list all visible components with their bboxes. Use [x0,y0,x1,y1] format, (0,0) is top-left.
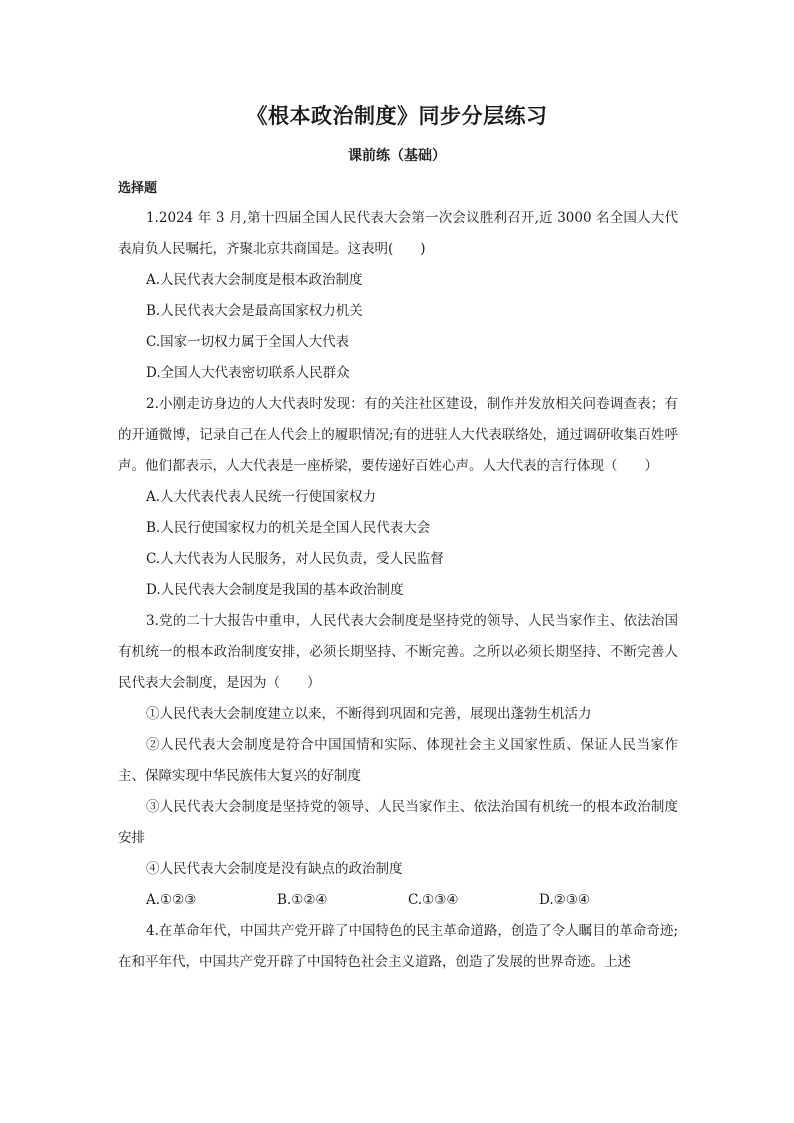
choice-row [118,885,678,916]
option-c: C.国家一切权力属于全国人大代表 [146,334,350,350]
option-d: D.人民代表大会制度是我国的基本政治制度 [146,582,404,598]
choice-b: B.①②④ [277,892,328,908]
question-stem: 3.党的二十大报告中重申，人民代表大会制度是坚持党的领导、人民当家作主、依法治国有机统一的根本政治制度安排，必须长期坚持、不断完善。之所以必须长期坚持、不断完善人民代表大会制度，是因为（ ） [118,613,678,691]
option-b: B.人民行使国家权力的机关是全国人民代表大会 [146,520,431,536]
question-stem: 2.小刚走访身边的人大代表时发现：有的关注社区建设，制作并发放相关问卷调查表；有的开通微博，记录自己在人代会上的履职情况;有的进驻人大代表联络处，通过调研收集百姓呼声。他们都表示，人大代表是一座桥梁，要传递好百姓心声。人大代表的言行体现（ ） [118,396,678,474]
choice-a: A.①②③ [146,892,197,908]
statement-item: ③人民代表大会制度是坚持党的领导、人民当家作主、依法治国有机统一的根本政治制度安排 [118,799,678,846]
question-stem: 4.在革命年代，中国共产党开辟了中国特色的民主革命道路，创造了令人瞩目的革命奇迹;在和平年代，中国共产党开辟了中国特色社会主义道路，创造了发展的世界奇迹。上述 [118,923,678,970]
question-list [118,203,678,978]
page-title: 《根本政治制度》同步分层练习 [246,103,548,128]
option-a: A.人民代表大会制度是根本政治制度 [146,272,363,288]
section-heading: 选择题 [118,181,158,196]
statement-item: ④人民代表大会制度是没有缺点的政治制度 [146,861,403,877]
option-c: C.人大代表为人民服务，对人民负责，受人民监督 [146,551,444,567]
choice-c: C.①③④ [408,892,459,908]
option-b: B.人民代表大会是最高国家权力机关 [146,303,363,319]
statement-item: ②人民代表大会制度是符合中国国情和实际、体现社会主义国家性质、保证人民当家作主、保障实现中华民族伟大复兴的好制度 [118,737,678,784]
choice-d: D.②③④ [539,892,590,908]
option-d: D.全国人大代表密切联系人民群众 [146,365,350,381]
statement-item: ①人民代表大会制度建立以来，不断得到巩固和完善，展现出蓬勃生机活力 [146,706,592,722]
option-a: A.人大代表代表人民统一行使国家权力 [146,489,377,505]
page-subtitle: 课前练（基础） [348,148,446,164]
question-stem: 1.2024 年 3 月,第十四届全国人民代表大会第一次会议胜利召开,近 3000 名全国人大代表肩负人民嘱托，齐聚北京共商国是。这表明( ) [118,210,678,257]
